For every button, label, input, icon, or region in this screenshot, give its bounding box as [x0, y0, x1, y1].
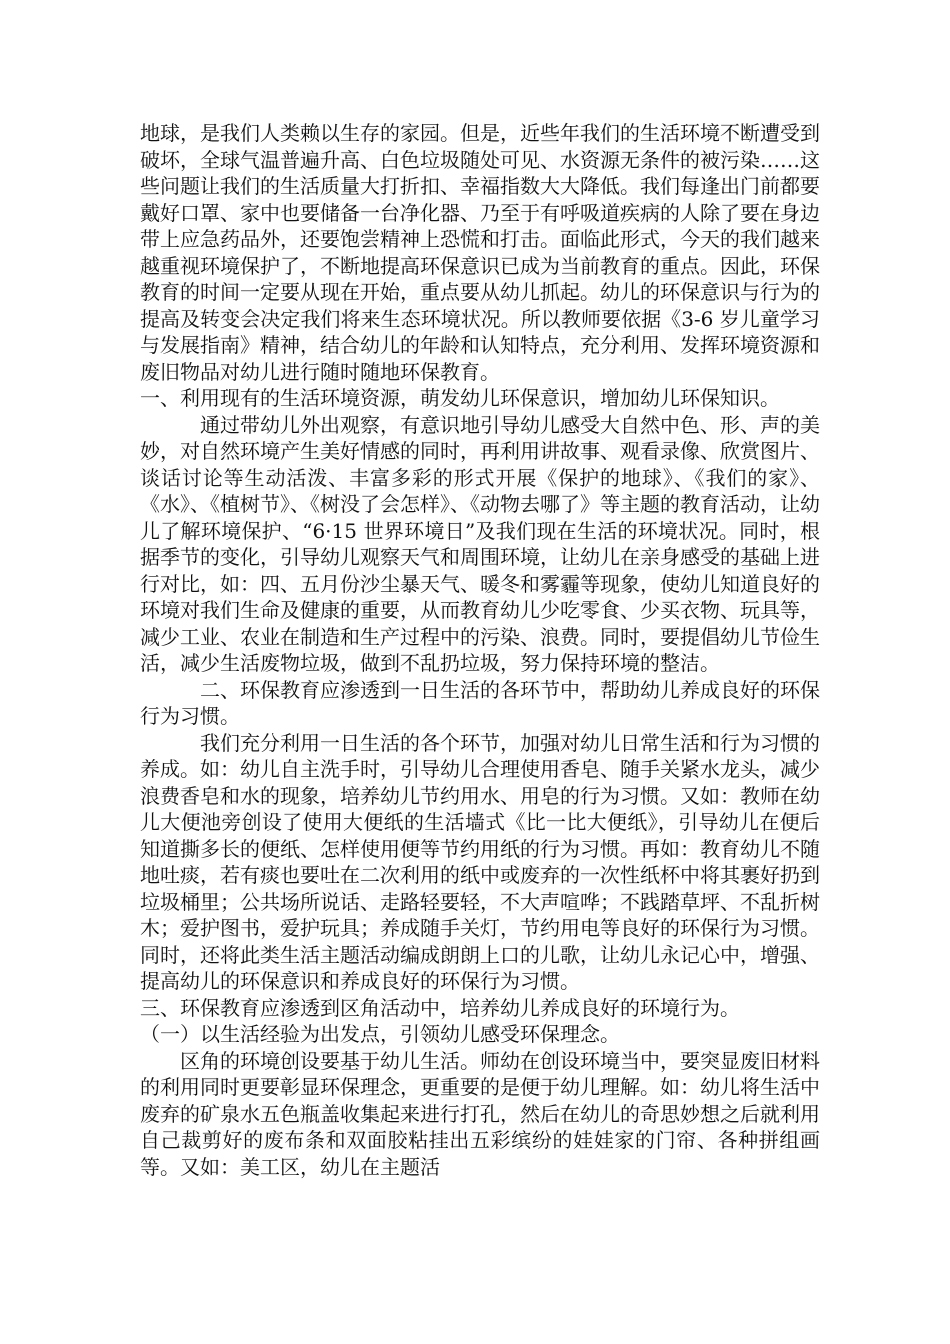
section-heading-2: 二、环保教育应渗透到一日生活的各环节中，帮助幼儿养成良好的环保行为习惯。 — [140, 677, 820, 728]
subsection-1-body: 区角的环境创设要基于幼儿生活。师幼在创设环境当中，要突显废旧材料的利用同时更要彰显环保理念，更重要的是便于幼儿理解。如：幼儿将生活中废弃的矿泉水五色瓶盖收集起来进行打孔，然后在幼儿的奇思妙想之后就利用自己裁剪好的废布条和双面胶粘挂出五彩缤纷的娃娃家的门帘、各种拼组画等。又如：美工区，幼儿在主题活 — [140, 1048, 820, 1179]
intro-paragraph: 地球，是我们人类赖以生存的家园。但是，近些年我们的生活环境不断遭受到破坏，全球气温普遍升高、白色垃圾随处可见、水资源无条件的被污染……这些问题让我们的生活质量大打折扣、幸福指数大大降低。我们每逢出门前都要戴好口罩、家中也要储备一台净化器、乃至于有呼吸道疾病的人除了要在身边带上应急药品外，还要饱尝精神上恐慌和打击。面临此形式，今天的我们越来越重视环境保护了，不断地提高环保意识已成为当前教育的重点。因此，环保教育的时间一定要从现在开始，重点要从幼儿抓起。幼儿的环保意识与行为的提高及转变会决定我们将来生态环境状况。所以教师要依据《3-6 岁儿童学习与发展指南》精神，结合幼儿的年龄和认知特点，充分利用、发挥环境资源和废旧物品对幼儿进行随时随地环保教育。 — [140, 121, 820, 384]
section-heading-3: 三、环保教育应渗透到区角活动中，培养幼儿养成良好的环境行为。 — [140, 995, 740, 1020]
section-2-body: 我们充分利用一日生活的各个环节，加强对幼儿日常生活和行为习惯的养成。如：幼儿自主洗手时，引导幼儿合理使用香皂、随手关紧水龙头，减少浪费香皂和水的现象，培养幼儿节约用水、用皂的行为习惯。又如：教师在幼儿大便池旁创设了使用大便纸的生活墙式《比一比大便纸》，引导幼儿在便后知道撕多长的便纸、怎样使用便等节约用纸的行为习惯。再如：教育幼儿不随地吐痰，若有痰也要吐在二次利用的纸中或废弃的一次性纸杯中将其裹好扔到垃圾桶里；公共场所说话、走路轻要轻，不大声喧哗；不践踏草坪、不乱折树木；爱护图书，爱护玩具；养成随手关灯，节约用电等良好的环保行为习惯。同时，还将此类生活主题活动编成朗朗上口的儿歌，让幼儿永记心中，增强、提高幼儿的环保意识和养成良好的环保行为习惯。 — [140, 730, 820, 993]
section-heading-1: 一、利用现有的生活环境资源，萌发幼儿环保意识，增加幼儿环保知识。 — [140, 386, 780, 410]
section-1-body: 通过带幼儿外出观察，有意识地引导幼儿感受大自然中色、形、声的美妙，对自然环境产生美好情感的同时，再利用讲故事、观看录像、欣赏图片、谈话讨论等生动活泼、丰富多彩的形式开展《保护的地球》、《我们的家》、《水》、《植树节》、《树没了会怎样》、《动物去哪了》等主题的教育活动，让幼儿了解环境保护、“6·15 世界环境日”及我们现在生活的环境状况。同时，根据季节的变化，引导幼儿观察天气和周围环境，让幼儿在亲身感受的基础上进行对比，如：四、五月份沙尘暴天气、暖冬和雾霾等现象，使幼儿知道良好的环境对我们生命及健康的重要，从而教育幼儿少吃零食、少买衣物、玩具等，减少工业、农业在制造和生产过程中的污染、浪费。同时，要提倡幼儿节俭生活，减少生活废物垃圾，做到不乱扔垃圾，努力保持环境的整洁。 — [140, 412, 820, 675]
subsection-heading-1: （一）以生活经验为出发点，引领幼儿感受环保理念。 — [140, 1022, 620, 1046]
document-page — [140, 120, 820, 1180]
